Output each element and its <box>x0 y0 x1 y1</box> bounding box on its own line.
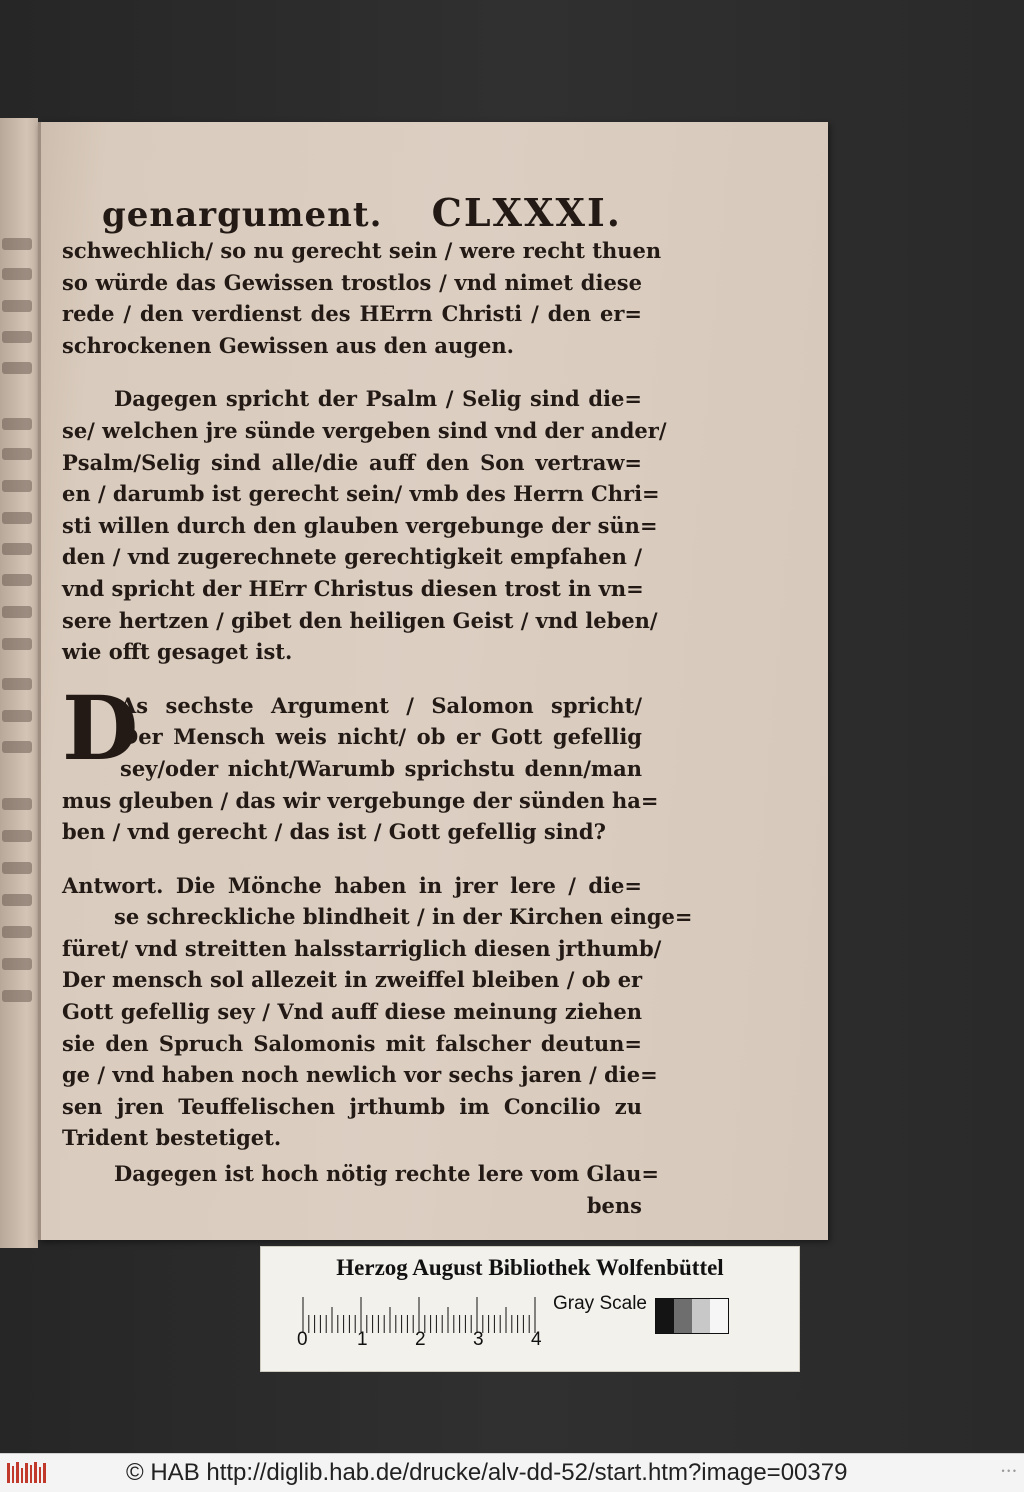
ruler-label-3: 3 <box>473 1329 484 1350</box>
text-line: sie den Spruch Salomonis mit falscher deutun= <box>62 1030 642 1056</box>
hab-logo-icon <box>6 1460 48 1486</box>
ruler-scale <box>301 1293 541 1333</box>
paragraph-3 <box>62 675 659 848</box>
text-line: rede / den verdienst des HErrn Christi / den er= <box>62 301 642 327</box>
text-line: schwechlich/ so nu gerecht sein / were recht thuen <box>62 238 662 263</box>
adjacent-page-sliver <box>0 118 38 1248</box>
text-line: wie offt gesaget ist. <box>62 639 293 665</box>
text-line: Psalm/Selig sind alle/die auff den Son vertraw= <box>62 449 642 475</box>
gray-scale-swatches <box>655 1298 729 1334</box>
paragraph-4 <box>62 870 693 1154</box>
text-line: se/ welchen jre sünde vergeben sind vnd der ander/ <box>62 417 667 443</box>
text-line: Antwort. Die Mönche haben in jrer lere / die= <box>62 872 642 898</box>
header-title: genargument. <box>102 195 383 235</box>
folio-number: CLXXXI. <box>431 190 622 235</box>
ruler-label-2: 2 <box>415 1329 426 1350</box>
gray-scale-label: Gray Scale <box>553 1293 647 1314</box>
drop-cap-initial: D <box>62 675 139 780</box>
footer-dots-icon: • • • <box>1001 1466 1016 1476</box>
gray-swatch-2 <box>674 1299 692 1333</box>
gray-swatch-1 <box>656 1299 674 1333</box>
text-line: en / darumb ist gerecht sein/ vmb des Herrn Chri= <box>62 481 660 507</box>
catchword: bens <box>586 1192 642 1218</box>
running-header <box>102 190 622 235</box>
text-line: füret/ vnd streitten halsstarriglich diesen jrthumb/ <box>62 935 662 961</box>
text-line: se schreckliche blindheit / in der Kirchen einge= <box>114 904 693 930</box>
copyright-url: © HAB http://diglib.hab.de/drucke/alv-dd-52/start.htm?image=00379 <box>126 1459 848 1486</box>
paragraph-1 <box>62 235 662 361</box>
text-line: ge / vnd haben noch newlich vor sechs jaren / die= <box>62 1062 658 1088</box>
text-line: As sechste Argument / Salomon spricht/ <box>120 692 642 718</box>
text-line: vnd spricht der HErr Christus diesen trost in vn= <box>62 575 644 601</box>
ruler-label-1: 1 <box>357 1329 368 1350</box>
text-line: schrockenen Gewissen aus den augen. <box>62 332 514 358</box>
text-line: Trident bestetiget. <box>62 1125 282 1151</box>
paragraph-2 <box>62 383 667 667</box>
text-line: Der mensch sol allezeit in zweiffel bleiben / ob er <box>62 967 643 993</box>
paragraph-5 <box>62 1158 659 1221</box>
gray-swatch-3 <box>692 1299 710 1333</box>
page-gutter-edge <box>38 122 41 1240</box>
text-line: mus gleuben / das wir vergebunge der sünden ha= <box>62 787 659 813</box>
text-line: Dagegen spricht der Psalm / Selig sind die= <box>114 386 642 412</box>
text-line: sen jren Teuffelischen jrthumb im Concilio zu <box>62 1093 642 1119</box>
footer-bar <box>0 1453 1024 1492</box>
text-line: sey/oder nicht/Warumb sprichstu denn/man <box>120 755 642 781</box>
gray-swatch-4 <box>710 1299 728 1333</box>
text-line: ben / vnd gerecht / das ist / Gott gefellig sind? <box>62 819 606 845</box>
text-line: den / vnd zugerechnete gerechtigkeit empfahen / <box>62 544 642 570</box>
text-line: sere hertzen / gibet den heiligen Geist / vnd leben/ <box>62 607 658 633</box>
color-reference-card <box>260 1246 800 1372</box>
ruler-label-4: 4 <box>531 1329 542 1350</box>
text-line: sti willen durch den glauben vergebunge der sün= <box>62 512 658 538</box>
text-line: Gott gefellig sey / Vnd auff diese meinung ziehen <box>62 999 642 1025</box>
library-name: Herzog August Bibliothek Wolfenbüttel <box>336 1255 724 1280</box>
ruler-label-0: 0 <box>297 1329 308 1350</box>
text-line: Der Mensch weis nicht/ ob er Gott gefellig <box>120 724 642 750</box>
text-line: so würde das Gewissen trostlos / vnd nimet diese <box>62 269 642 295</box>
page-text <box>62 190 693 1243</box>
text-line: Dagegen ist hoch nötig rechte lere vom Glau= <box>114 1161 659 1187</box>
